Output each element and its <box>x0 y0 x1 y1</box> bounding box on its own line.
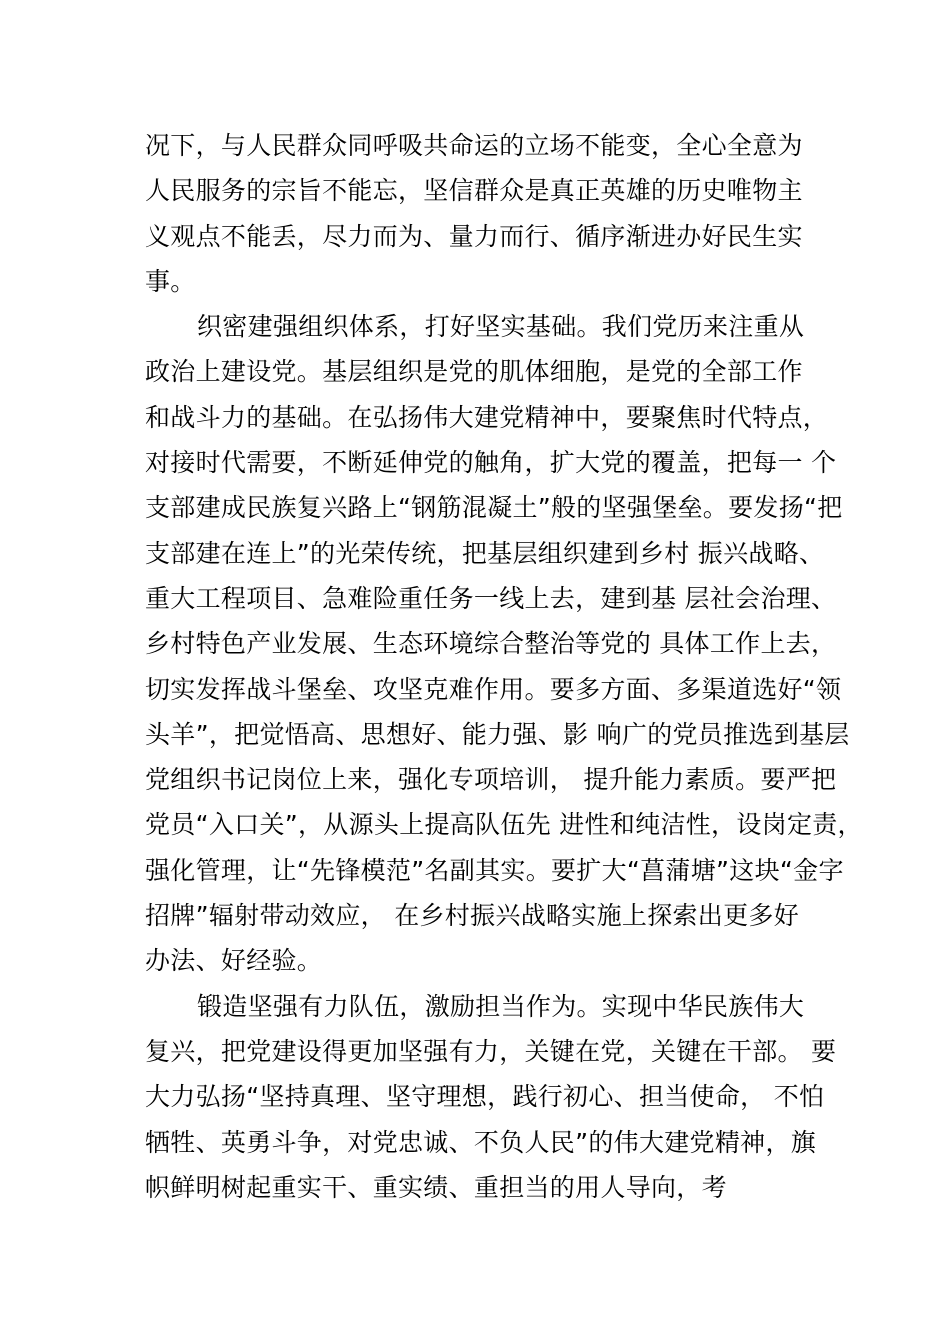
paragraph-start-line: 织密建强组织体系，打好坚实基础。我们党历来注重从 <box>197 312 805 342</box>
text-line: 重大工程项目、急难险重任务一线上去，建到基 层社会治理、 <box>145 583 837 613</box>
text-line: 党员“入口关”，从源头上提高队伍先 进性和纯洁性，设岗定责， <box>145 810 863 840</box>
text-line: 强化管理，让“先锋模范”名副其实。要扩大“菖蒲塘”这块“金字 <box>145 855 844 885</box>
text-line: 牺牲、英勇斗争，对党忠诚、不负人民”的伟大建党精神，旗 <box>145 1127 817 1157</box>
text-line: 事。 <box>145 266 196 296</box>
text-line: 政治上建设党。基层组织是党的肌体细胞，是党的全部工作 <box>145 357 803 387</box>
text-line: 义观点不能丢，尽力而为、量力而行、循序渐进办好民生实 <box>145 221 803 251</box>
text-line: 人民服务的宗旨不能忘，坚信群众是真正英雄的历史唯物主 <box>145 176 803 206</box>
text-line: 支部建成民族复兴路上“钢筋混凝土”般的坚强堡垒。要发扬“把 <box>145 493 843 523</box>
text-line: 切实发挥战斗堡垒、攻坚克难作用。要多方面、多渠道选好“领 <box>145 674 842 704</box>
text-line: 况下，与人民群众同呼吸共命运的立场不能变，全心全意为 <box>145 131 803 160</box>
text-line: 大力弘扬“坚持真理、坚守理想，践行初心、担当使命， 不怕 <box>145 1082 825 1112</box>
text-line: 帜鲜明树起重实干、重实绩、重担当的用人导向，考 <box>145 1172 727 1202</box>
body-text <box>145 123 863 1210</box>
text-line: 对接时代需要，不断延伸党的触角，扩大党的覆盖，把每一 个 <box>145 448 837 478</box>
text-line: 招牌”辐射带动效应， 在乡村振兴战略实施上探索出更多好 <box>145 901 800 931</box>
text-line: 和战斗力的基础。在弘扬伟大建党精神中，要聚焦时代特点， <box>145 402 829 432</box>
text-line: 支部建在连上”的光荣传统，把基层组织建到乡村 振兴战略、 <box>145 538 825 568</box>
paragraph-start-line: 锻造坚强有力队伍，激励担当作为。实现中华民族伟大 <box>197 991 805 1021</box>
text-line: 办法、好经验。 <box>145 946 323 976</box>
text-line: 复兴，把党建设得更加坚强有力，关键在党，关键在干部。 要 <box>145 1036 837 1066</box>
text-line: 头羊”，把觉悟高、思想好、能力强、影 响广的党员推选到基层 <box>145 719 850 749</box>
text-line: 党组织书记岗位上来，强化专项培训， 提升能力素质。要严把 <box>145 765 837 795</box>
text-line: 乡村特色产业发展、生态环境综合整治等党的 具体工作上去， <box>145 629 837 659</box>
